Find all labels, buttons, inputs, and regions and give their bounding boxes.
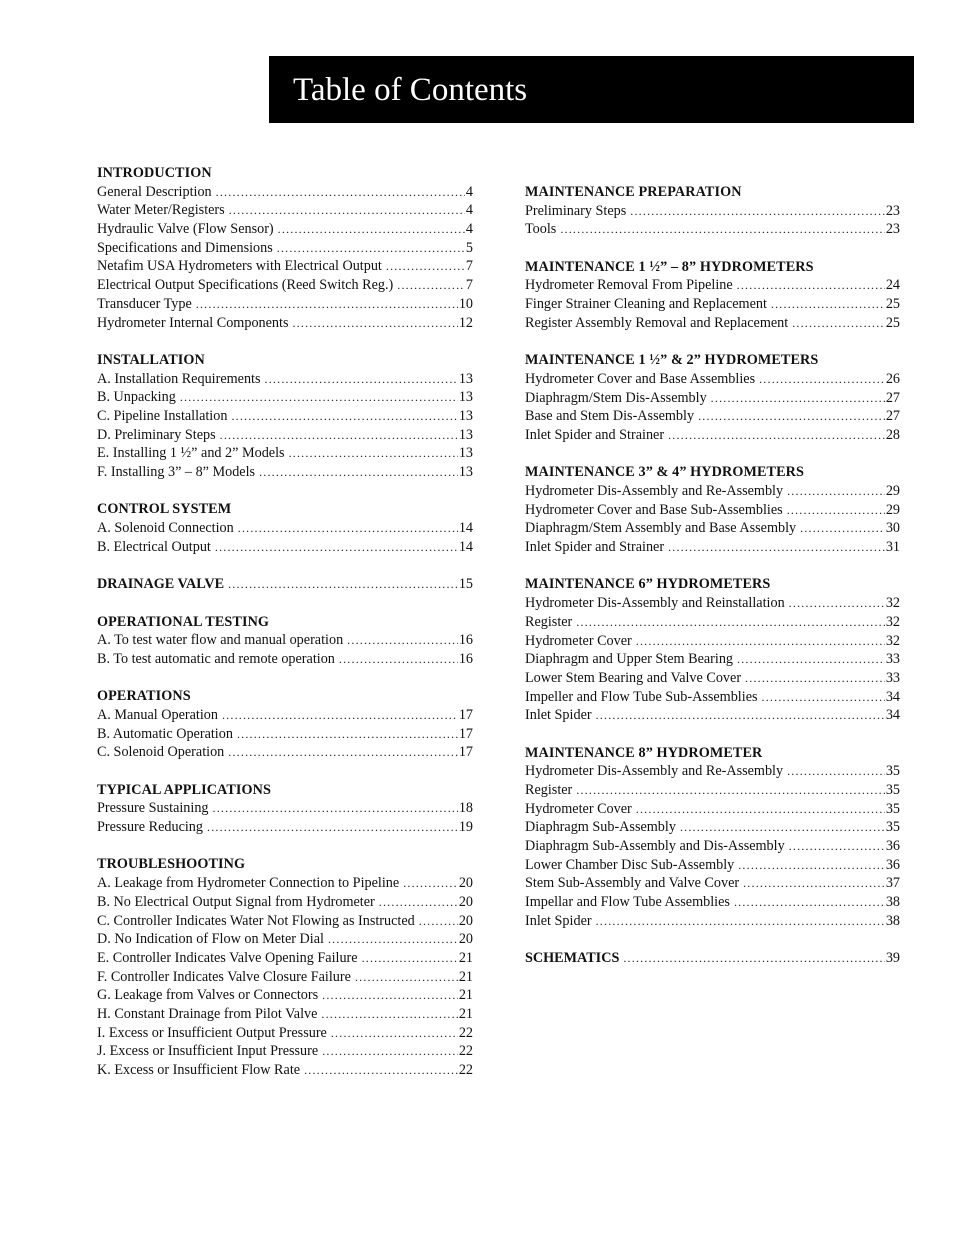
dot-leader — [560, 220, 884, 239]
toc-entry-page-number: 31 — [885, 539, 900, 556]
dot-leader — [737, 276, 885, 295]
toc-entry[interactable] — [525, 800, 900, 819]
toc-entry[interactable] — [525, 407, 900, 426]
toc-entry-label: Register — [525, 782, 573, 798]
toc-entry-page-number: 15 — [458, 576, 473, 593]
toc-entry-label: Impeller and Flow Tube Sub-Assemblies — [525, 688, 758, 705]
toc-entry-page-number: 29 — [885, 501, 900, 518]
toc-entry[interactable] — [525, 295, 900, 314]
dot-leader — [322, 986, 458, 1005]
toc-entry-label: Inlet Spider — [525, 707, 592, 724]
toc-entry[interactable] — [525, 613, 900, 632]
toc-entry-label: Hydrometer Removal From Pipeline — [525, 277, 733, 294]
dot-leader — [636, 800, 885, 819]
toc-entry-page-number: 25 — [885, 296, 900, 313]
toc-entry-label: Diaphragm/Stem Assembly and Base Assembly — [525, 520, 797, 537]
toc-entry-label: Specifications and Dimensions — [97, 239, 273, 256]
toc-entry[interactable] — [97, 631, 473, 650]
toc-entry-label: Tools — [525, 221, 557, 238]
dot-leader — [737, 650, 885, 669]
dot-leader — [596, 706, 885, 725]
toc-entry-page-number: 16 — [458, 632, 473, 649]
toc-entry-page-number: 38 — [885, 894, 900, 911]
toc-entry-page-number: 13 — [458, 445, 473, 462]
toc-entry-label: B. To test automatic and remote operation — [97, 650, 335, 667]
section-heading: MAINTENANCE 8” HYDROMETER — [525, 744, 763, 761]
toc-entry-page-number: 35 — [885, 819, 900, 836]
toc-entry[interactable] — [525, 762, 900, 781]
toc-entry-page-number: 21 — [458, 968, 473, 985]
toc-entry[interactable] — [97, 968, 473, 987]
toc-entry-page-number: 13 — [458, 426, 473, 443]
toc-left-column — [97, 164, 473, 1098]
toc-entry-label: C. Controller Indicates Water Not Flowing as Instructed — [97, 912, 415, 929]
toc-entry[interactable] — [97, 370, 473, 389]
toc-right-column — [525, 183, 900, 987]
toc-entry-label: H. Constant Drainage from Pilot Valve — [97, 1005, 318, 1022]
toc-entry-label: Preliminary Steps — [525, 202, 627, 219]
toc-entry[interactable] — [525, 949, 900, 968]
section-heading: MAINTENANCE 6” HYDROMETERS — [525, 576, 771, 593]
toc-entry-label: Finger Strainer Cleaning and Replacement — [525, 296, 767, 313]
dot-leader — [792, 314, 885, 333]
toc-entry-label: Electrical Output Specifications (Reed Switch Reg.) — [97, 277, 394, 294]
toc-entry[interactable] — [525, 874, 900, 893]
toc-entry-page-number: 20 — [458, 931, 473, 948]
toc-entry-label: D. Preliminary Steps — [97, 426, 216, 443]
toc-entry[interactable] — [525, 482, 900, 501]
toc-entry-page-number: 23 — [885, 202, 900, 219]
toc-entry-page-number: 13 — [458, 464, 473, 480]
toc-entry[interactable] — [97, 519, 473, 538]
dot-leader — [403, 874, 458, 893]
toc-entry[interactable] — [525, 781, 900, 800]
dot-leader — [397, 276, 465, 295]
toc-entry-page-number: 29 — [885, 483, 900, 499]
toc-entry-label: Water Meter/Registers — [97, 202, 225, 219]
toc-entry-label: F. Installing 3” – 8” Models — [97, 464, 256, 480]
toc-entry-label: Hydrometer Cover — [525, 800, 632, 817]
dot-leader — [379, 893, 458, 912]
dot-leader — [277, 239, 465, 258]
toc-entry-label: G. Leakage from Valves or Connectors — [97, 987, 319, 1004]
toc-entry-page-number: 35 — [885, 782, 900, 798]
toc-entry[interactable] — [525, 538, 900, 557]
toc-entry-label: Lower Chamber Disc Sub-Assembly — [525, 856, 735, 873]
toc-entry-label: B. Automatic Operation — [97, 725, 233, 742]
dot-leader — [738, 856, 885, 875]
dot-leader — [289, 444, 458, 463]
dot-leader — [668, 538, 885, 557]
toc-section-maintenance-1-2-hydrometers — [525, 351, 900, 444]
toc-entry[interactable] — [97, 1042, 473, 1061]
toc-entry-label: C. Pipeline Installation — [97, 407, 228, 424]
dot-leader — [743, 874, 885, 893]
dot-leader — [331, 1024, 458, 1043]
toc-entry-page-number: 4 — [465, 183, 473, 200]
dot-leader — [265, 370, 458, 389]
toc-entry[interactable] — [97, 444, 473, 463]
dot-leader — [630, 202, 885, 221]
toc-entry-label: DRAINAGE VALVE — [97, 576, 225, 593]
toc-entry-page-number: 13 — [458, 389, 473, 406]
dot-leader — [228, 743, 458, 762]
toc-entry-page-number: 23 — [885, 221, 900, 238]
toc-entry-label: Hydrometer Dis-Assembly and Reinstallation — [525, 595, 785, 612]
toc-section-operations — [97, 687, 473, 762]
toc-entry-label: Hydrometer Dis-Assembly and Re-Assembly — [525, 763, 784, 780]
toc-entry[interactable] — [525, 856, 900, 875]
toc-entry[interactable] — [97, 706, 473, 725]
toc-entry[interactable] — [525, 818, 900, 837]
toc-entry[interactable] — [525, 519, 900, 538]
toc-entry[interactable] — [525, 669, 900, 688]
toc-entry[interactable] — [97, 799, 473, 818]
section-heading: MAINTENANCE PREPARATION — [525, 184, 742, 200]
toc-section-maintenance-1-8-hydrometers — [525, 258, 900, 333]
toc-entry-label: Inlet Spider — [525, 912, 592, 929]
toc-entry-page-number: 34 — [885, 707, 900, 724]
dot-leader — [386, 257, 465, 276]
toc-entry-label: A. Solenoid Connection — [97, 520, 234, 537]
toc-entry-page-number: 13 — [458, 370, 473, 387]
toc-entry-label: SCHEMATICS — [525, 950, 620, 967]
toc-entry-label: Diaphragm Sub-Assembly and Dis-Assembly — [525, 838, 785, 855]
toc-entry[interactable] — [525, 426, 900, 445]
toc-entry[interactable] — [97, 295, 473, 314]
toc-entry-page-number: 26 — [885, 370, 900, 387]
dot-leader — [800, 519, 885, 538]
toc-entry-page-number: 21 — [458, 949, 473, 966]
dot-leader — [596, 912, 885, 931]
toc-entry[interactable] — [97, 220, 473, 239]
toc-entry-label: Hydrometer Dis-Assembly and Re-Assembly — [525, 483, 784, 499]
dot-leader — [222, 706, 458, 725]
toc-entry[interactable] — [525, 632, 900, 651]
toc-section-control-system — [97, 500, 473, 556]
dot-leader — [787, 501, 885, 520]
toc-entry[interactable] — [97, 986, 473, 1005]
dot-leader — [339, 650, 458, 669]
toc-entry-label: Hydrometer Cover and Base Sub-Assemblies — [525, 501, 783, 518]
dot-leader — [419, 912, 458, 931]
toc-entry-page-number: 17 — [458, 744, 473, 761]
toc-entry-page-number: 37 — [885, 875, 900, 892]
dot-leader — [259, 463, 458, 482]
toc-entry-page-number: 38 — [885, 912, 900, 929]
toc-section-maintenance-6-hydrometers — [525, 575, 900, 725]
toc-section-maintenance-preparation — [525, 183, 900, 239]
toc-entry[interactable] — [97, 407, 473, 426]
toc-entry[interactable] — [97, 725, 473, 744]
toc-entry[interactable] — [97, 1024, 473, 1043]
section-heading: OPERATIONS — [97, 688, 191, 705]
toc-entry-label: Impellar and Flow Tube Assemblies — [525, 894, 730, 911]
toc-entry-page-number: 16 — [458, 650, 473, 667]
dot-leader — [789, 837, 885, 856]
toc-entry-page-number: 36 — [885, 856, 900, 873]
dot-leader — [213, 799, 458, 818]
toc-entry[interactable] — [525, 706, 900, 725]
toc-entry[interactable] — [525, 501, 900, 520]
toc-entry-label: Netafim USA Hydrometers with Electrical Output — [97, 258, 382, 275]
dot-leader — [668, 426, 885, 445]
toc-entry-page-number: 39 — [885, 950, 900, 967]
toc-entry[interactable] — [97, 818, 473, 837]
toc-entry[interactable] — [525, 650, 900, 669]
dot-leader — [322, 1042, 458, 1061]
toc-entry-page-number: 34 — [885, 688, 900, 705]
toc-entry-page-number: 22 — [458, 1062, 473, 1078]
dot-leader — [745, 669, 885, 688]
dot-leader — [759, 370, 885, 389]
toc-entry[interactable] — [97, 314, 473, 333]
toc-entry-label: Transducer Type — [97, 295, 192, 312]
dot-leader — [771, 295, 885, 314]
toc-entry-page-number: 17 — [458, 725, 473, 742]
section-heading: MAINTENANCE 1 ½” – 8” HYDROMETERS — [525, 258, 814, 275]
dot-leader — [362, 949, 458, 968]
toc-entry-page-number: 14 — [458, 520, 473, 537]
toc-entry-label: B. Electrical Output — [97, 538, 211, 555]
toc-entry[interactable] — [97, 893, 473, 912]
toc-entry-page-number: 20 — [458, 875, 473, 892]
toc-entry-label: C. Solenoid Operation — [97, 744, 225, 761]
toc-entry-page-number: 12 — [458, 314, 473, 331]
toc-section-installation — [97, 351, 473, 482]
toc-section-typical-applications — [97, 781, 473, 837]
toc-entry-label: Register Assembly Removal and Replacement — [525, 314, 789, 331]
title-banner — [269, 56, 914, 123]
dot-leader — [711, 389, 885, 408]
toc-entry-page-number: 4 — [465, 221, 473, 238]
section-heading: TYPICAL APPLICATIONS — [97, 781, 271, 798]
toc-entry-label: B. No Electrical Output Signal from Hydrometer — [97, 893, 375, 910]
dot-leader — [237, 725, 458, 744]
toc-entry-page-number: 28 — [885, 426, 900, 443]
toc-entry[interactable] — [97, 650, 473, 669]
dot-leader — [229, 201, 465, 220]
dot-leader — [576, 613, 885, 632]
section-heading: INTRODUCTION — [97, 165, 212, 181]
dot-leader — [347, 631, 458, 650]
toc-entry[interactable] — [525, 912, 900, 931]
toc-entry[interactable] — [525, 389, 900, 408]
toc-entry[interactable] — [97, 538, 473, 557]
toc-entry-label: J. Excess or Insufficient Input Pressure — [97, 1043, 319, 1060]
toc-entry-label: B. Unpacking — [97, 389, 176, 406]
page-title: Table of Contents — [293, 72, 528, 108]
toc-entry-label: Hydrometer Cover — [525, 632, 632, 649]
toc-entry[interactable] — [525, 370, 900, 389]
toc-entry-label: D. No Indication of Flow on Meter Dial — [97, 931, 324, 948]
section-heading: CONTROL SYSTEM — [97, 501, 232, 518]
toc-entry[interactable] — [97, 575, 473, 594]
toc-entry[interactable] — [97, 949, 473, 968]
toc-entry-page-number: 7 — [465, 258, 473, 275]
toc-entry-page-number: 22 — [458, 1043, 473, 1060]
toc-entry-label: E. Controller Indicates Valve Opening Failure — [97, 949, 358, 966]
toc-entry[interactable] — [97, 201, 473, 220]
toc-entry[interactable] — [97, 388, 473, 407]
toc-entry-label: Base and Stem Dis-Assembly — [525, 408, 695, 425]
toc-entry-label: A. Manual Operation — [97, 706, 218, 723]
dot-leader — [355, 968, 458, 987]
dot-leader — [231, 407, 457, 426]
toc-entry[interactable] — [97, 257, 473, 276]
toc-entry[interactable] — [525, 220, 900, 239]
toc-entry-page-number: 14 — [458, 538, 473, 555]
dot-leader — [680, 818, 885, 837]
toc-entry[interactable] — [525, 837, 900, 856]
toc-entry-page-number: 35 — [885, 800, 900, 817]
section-heading: MAINTENANCE 3” & 4” HYDROMETERS — [525, 464, 804, 481]
dot-leader — [180, 388, 458, 407]
toc-entry-page-number: 22 — [458, 1024, 473, 1041]
toc-entry-label: Hydrometer Internal Components — [97, 314, 289, 331]
dot-leader — [228, 575, 458, 594]
toc-entry[interactable] — [97, 1061, 473, 1080]
dot-leader — [636, 632, 885, 651]
toc-entry-label: Lower Stem Bearing and Valve Cover — [525, 669, 742, 686]
toc-entry-page-number: 20 — [458, 912, 473, 929]
toc-entry-label: K. Excess or Insufficient Flow Rate — [97, 1062, 301, 1078]
toc-entry[interactable] — [525, 276, 900, 295]
toc-section-maintenance-8-hydrometer — [525, 744, 900, 931]
toc-entry-page-number: 25 — [885, 314, 900, 331]
toc-entry-page-number: 21 — [458, 1005, 473, 1022]
toc-entry-label: A. Leakage from Hydrometer Connection to Pipeline — [97, 875, 400, 892]
toc-entry[interactable] — [97, 426, 473, 445]
toc-entry-label: F. Controller Indicates Valve Closure Failure — [97, 968, 351, 985]
toc-entry[interactable] — [525, 314, 900, 333]
dot-leader — [762, 688, 885, 707]
dot-leader — [787, 482, 885, 501]
toc-entry[interactable] — [525, 202, 900, 221]
toc-entry-page-number: 35 — [885, 763, 900, 780]
toc-entry-page-number: 33 — [885, 669, 900, 686]
dot-leader — [220, 426, 458, 445]
dot-leader — [292, 314, 457, 333]
dot-leader — [787, 762, 885, 781]
toc-entry-label: Pressure Sustaining — [97, 800, 209, 817]
toc-entry[interactable] — [525, 594, 900, 613]
toc-entry-page-number: 27 — [885, 408, 900, 425]
toc-entry-label: Diaphragm/Stem Dis-Assembly — [525, 389, 707, 406]
toc-entry[interactable] — [525, 688, 900, 707]
dot-leader — [328, 930, 458, 949]
toc-entry[interactable] — [97, 183, 473, 202]
toc-entry-page-number: 18 — [458, 800, 473, 817]
dot-leader — [789, 594, 885, 613]
toc-entry-label: Diaphragm Sub-Assembly — [525, 819, 676, 836]
toc-entry-page-number: 32 — [885, 632, 900, 649]
toc-entry-page-number: 24 — [885, 277, 900, 294]
toc-entry-label: I. Excess or Insufficient Output Pressure — [97, 1024, 327, 1041]
dot-leader — [623, 949, 884, 968]
toc-entry[interactable] — [97, 276, 473, 295]
toc-entry-page-number: 20 — [458, 893, 473, 910]
section-heading: MAINTENANCE 1 ½” & 2” HYDROMETERS — [525, 352, 819, 369]
toc-entry-page-number: 13 — [458, 407, 473, 424]
toc-section-operational-testing — [97, 613, 473, 669]
toc-section-troubleshooting — [97, 855, 473, 1079]
dot-leader — [207, 818, 458, 837]
toc-entry-page-number: 30 — [885, 520, 900, 537]
section-heading: OPERATIONAL TESTING — [97, 613, 270, 630]
dot-leader — [698, 407, 885, 426]
toc-entry-page-number: 5 — [465, 239, 473, 256]
toc-entry[interactable] — [97, 930, 473, 949]
toc-entry-page-number: 7 — [465, 277, 473, 294]
toc-entry-label: Stem Sub-Assembly and Valve Cover — [525, 875, 740, 892]
toc-entry[interactable] — [97, 1005, 473, 1024]
toc-section-introduction — [97, 164, 473, 332]
toc-section — [525, 949, 900, 968]
dot-leader — [576, 781, 885, 800]
toc-entry[interactable] — [97, 239, 473, 258]
toc-entry-label: Inlet Spider and Strainer — [525, 539, 665, 556]
toc-entry[interactable] — [97, 743, 473, 762]
toc-entry-page-number: 36 — [885, 838, 900, 855]
dot-leader — [216, 183, 465, 202]
toc-entry-page-number: 33 — [885, 651, 900, 668]
toc-entry-page-number: 32 — [885, 595, 900, 612]
toc-entry-label: Hydraulic Valve (Flow Sensor) — [97, 221, 274, 238]
dot-leader — [278, 220, 465, 239]
toc-entry[interactable] — [97, 912, 473, 931]
dot-leader — [238, 519, 458, 538]
toc-entry-label: Register — [525, 613, 573, 630]
toc-entry[interactable] — [525, 893, 900, 912]
toc-entry-label: Hydrometer Cover and Base Assemblies — [525, 370, 756, 387]
toc-entry-page-number: 21 — [458, 987, 473, 1004]
dot-leader — [304, 1061, 458, 1080]
toc-entry-label: General Description — [97, 183, 212, 200]
toc-entry-page-number: 4 — [465, 202, 473, 219]
dot-leader — [734, 893, 885, 912]
toc-section — [97, 575, 473, 594]
section-heading: TROUBLESHOOTING — [97, 856, 246, 873]
toc-section-maintenance-3-4-hydrometers — [525, 463, 900, 556]
toc-entry[interactable] — [97, 874, 473, 893]
dot-leader — [321, 1005, 457, 1024]
toc-entry-page-number: 17 — [458, 706, 473, 723]
toc-entry-page-number: 27 — [885, 389, 900, 406]
dot-leader — [215, 538, 458, 557]
toc-entry-page-number: 19 — [458, 819, 473, 836]
section-heading: INSTALLATION — [97, 351, 205, 368]
dot-leader — [196, 295, 458, 314]
toc-entry-label: Diaphragm and Upper Stem Bearing — [525, 651, 734, 668]
toc-entry-label: Pressure Reducing — [97, 819, 203, 836]
toc-entry-page-number: 10 — [458, 295, 473, 312]
toc-entry[interactable] — [97, 463, 473, 482]
toc-entry-page-number: 32 — [885, 613, 900, 630]
toc-entry-label: E. Installing 1 ½” and 2” Models — [97, 445, 285, 462]
toc-entry-label: A. Installation Requirements — [97, 370, 261, 387]
toc-entry-label: Inlet Spider and Strainer — [525, 426, 665, 443]
toc-entry-label: A. To test water flow and manual operation — [97, 632, 344, 649]
